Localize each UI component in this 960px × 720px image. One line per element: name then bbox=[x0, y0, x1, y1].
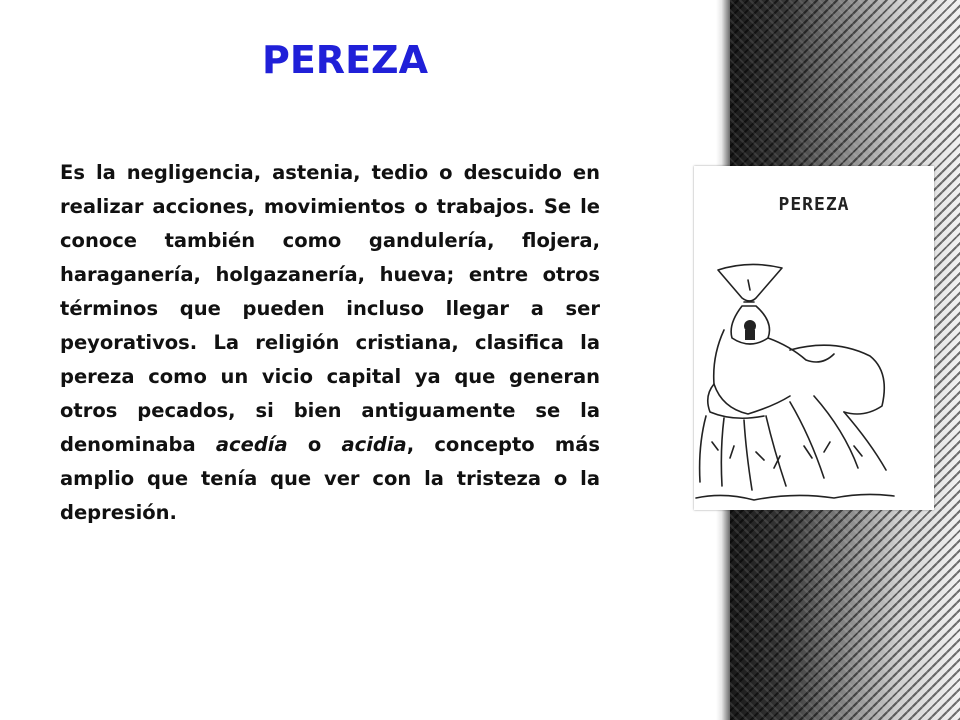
slide-title: PEREZA bbox=[262, 38, 428, 82]
paragraph-text-2: o bbox=[287, 433, 342, 456]
illustration-card bbox=[694, 166, 934, 510]
hourglass-top bbox=[718, 264, 782, 301]
cloth-folds bbox=[712, 442, 862, 468]
paragraph-text-1: Es la negligencia, astenia, tedio o descuido en realizar acciones, movimientos o trabajos. Se le conoce también como gandulería, flojera, haraganería, holgazanería, hueva; entre otros términos que pueden incluso llegar a ser peyorativos. La religión cristiana, clasifica la pereza como un vicio capital ya que generan otros pecados, si bien antiguamente se la denominaba bbox=[60, 161, 600, 456]
hourglass-sand-base bbox=[745, 330, 755, 340]
illustration-caption: PEREZA bbox=[778, 194, 850, 215]
paragraph-text-3: , concepto más amplio que tenía que ver con la tristeza o la depresión. bbox=[60, 433, 600, 524]
hourglass-drop bbox=[748, 280, 750, 290]
term-acedia: acedía bbox=[215, 433, 288, 456]
figure-arm bbox=[768, 338, 834, 362]
body-paragraph bbox=[60, 156, 600, 530]
hourglass-figure-illustration bbox=[694, 246, 934, 510]
cloth-left bbox=[700, 396, 886, 490]
ground-marks bbox=[696, 494, 894, 500]
term-acidia: acidia bbox=[341, 433, 407, 456]
cloth-right bbox=[790, 345, 884, 414]
